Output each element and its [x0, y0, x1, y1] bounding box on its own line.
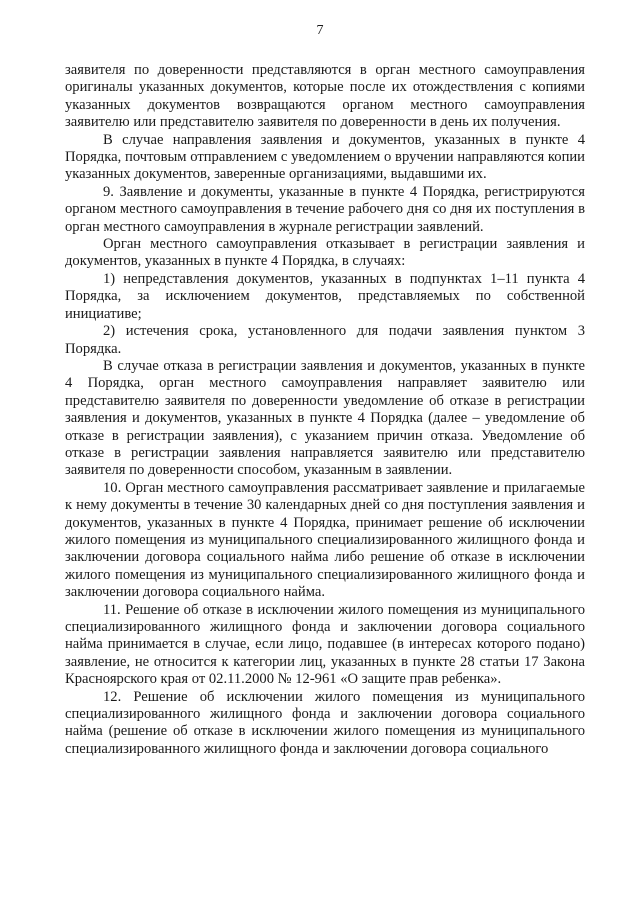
paragraph: заявителя по доверенности представляются в орган местного самоуправления оригиналы указанных документов, которые после их отождествления с копиями указанных документов возвращаются органом местного самоуправления заявителю или представителю заявителя по доверенности в день их получения.	[65, 62, 585, 131]
document-body	[65, 62, 585, 758]
paragraph: 2) истечения срока, установленного для подачи заявления пунктом 3 Порядка.	[65, 323, 585, 357]
paragraph: 1) непредставления документов, указанных в подпунктах 1–11 пункта 4 Порядка, за исключением документов, представляемых по собственной инициативе;	[65, 270, 585, 322]
paragraph: 9. Заявление и документы, указанные в пункте 4 Порядка, регистрируются органом местного самоуправления в течение рабочего дня со дня их поступления в орган местного самоуправления в журнале регистрации заявлений.	[65, 183, 585, 235]
paragraph: 12. Решение об исключении жилого помещения из муниципального специализированного жилищного фонда и заключении договора социального найма (решение об отказе в исключении жилого помещения из муниципального специализированного жилищного фонда и заключении договора социального	[65, 688, 585, 757]
page-number: 7	[316, 23, 324, 38]
paragraph: 11. Решение об отказе в исключении жилого помещения из муниципального специализированного жилищного фонда и заключении договора социального найма принимается в случае, если лицо, подавшее (в интересах которого подано) заявление, не относится к категории лиц, указанных в пункте 28 статьи 17 Закона Красноярского края от 02.11.2000 № 12-961 «О защите прав ребенка».	[65, 601, 585, 688]
paragraph: 10. Орган местного самоуправления рассматривает заявление и прилагаемые к нему документы в течение 30 календарных дней со дня поступления заявления и документов, указанных в пункте 4 Порядка, принимает решение об исключении жилого помещения из муниципального специализированного жилищного фонда и заключении договора социального найма либо решение об отказе в исключении жилого помещения из муниципального специализированного жилищного фонда и заключении договора социального найма.	[65, 479, 585, 601]
paragraph: Орган местного самоуправления отказывает в регистрации заявления и документов, указанных в пункте 4 Порядка, в случаях:	[65, 236, 585, 270]
paragraph: В случае отказа в регистрации заявления и документов, указанных в пункте 4 Порядка, орган местного самоуправления направляет заявителю или представителю заявителя по доверенности уведомление об отказе в регистрации заявления и документов, указанных в пункте 4 Порядка (далее – уведомление об отказе в регистрации заявления), с указанием причин отказа. Уведомление об отказе в регистрации заявления направляется заявителю или представителю заявителя по доверенности способом, указанным в заявлении.	[65, 357, 585, 479]
paragraph: В случае направления заявления и документов, указанных в пункте 4 Порядка, почтовым отправлением с уведомлением о вручении направляются копии указанных документов, заверенные организациями, выдавшими их.	[65, 131, 585, 183]
